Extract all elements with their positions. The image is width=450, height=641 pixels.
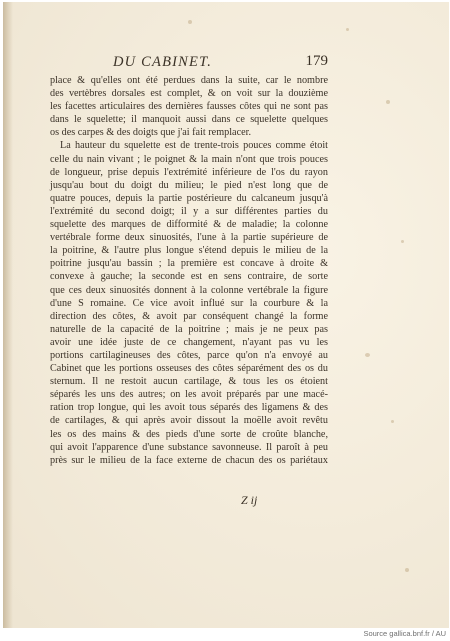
running-title: DU CABINET. xyxy=(113,54,213,70)
text-line: convexe à gauche; la seconde est en sens contraire, de sorte xyxy=(50,271,328,283)
foxing-spot xyxy=(346,28,349,31)
text-line: qui avoit l'apparence d'une substance savonneuse. Il paroît à peu xyxy=(50,441,328,453)
signature-mark: Z ij xyxy=(241,493,258,507)
text-line: jusqu'au bout du doigt du milieu; le pied n'est long que de xyxy=(50,179,328,191)
text-line: quatre pouces, depuis la partie postérieure du calcaneum jusqu'à xyxy=(50,192,328,204)
page-gutter-shadow xyxy=(3,2,13,628)
text-line: dans le squelette; il manquoit aussi dans ce squelette quelques xyxy=(50,114,328,126)
text-line: naturelle de la capacité de la poitrine ; mais je ne peux pas xyxy=(50,323,328,335)
text-line: sternum. Il ne restoit aucun cartilage, & tous les os étoient xyxy=(50,376,328,388)
text-line: place & qu'elles ont été perdues dans la suite, car le nombre xyxy=(50,75,328,86)
text-line: de longueur, prise depuis l'extrémité inférieure de l'os du rayon xyxy=(50,166,328,178)
text-line: la poitrine, & l'autre plus longue s'étend depuis le milieu de la xyxy=(50,245,328,257)
foxing-spot xyxy=(391,420,394,423)
text-line: vertébrale forme deux sinuosités, l'une à la partie supérieure de xyxy=(50,232,328,244)
text-line: de cartilages, & qui après avoir dissout la moëlle avoit revêtu xyxy=(50,415,328,427)
body-text xyxy=(50,74,328,467)
foxing-spot xyxy=(188,20,192,24)
text-line: les os des mains & des pieds d'une sorte de croûte blanche, xyxy=(50,428,328,440)
text-line: l'extrémité du second doigt; il y a sur différentes parties du xyxy=(50,205,328,217)
text-line: Cabinet que les portions osseuses des côtes séparément des os du xyxy=(50,363,328,375)
book-page xyxy=(3,2,449,628)
text-line: que ces deux sinuosités donnent à la colonne vertébrale la figure xyxy=(50,284,328,296)
source-credit: Source gallica.bnf.fr / AU xyxy=(363,629,446,638)
foxing-spot xyxy=(365,353,370,357)
page-number: 179 xyxy=(305,53,328,69)
page-header xyxy=(113,54,328,74)
text-line: séparés les uns des autres; on les avoit préparés par une macé- xyxy=(50,389,328,401)
text-line: les facettes articulaires des dernières fausses côtes qui ne sont pas xyxy=(50,101,328,113)
text-line: ration trop longue, qui les avoit tous séparés des ligamens & des xyxy=(50,402,328,414)
text-line: près sur le milieu de la face externe de chacun des os pariétaux xyxy=(50,454,328,466)
foxing-spot xyxy=(405,568,409,572)
text-line: direction des côtes, & avoit par conséquent changé la forme xyxy=(50,310,328,322)
text-line: portions cartilagineuses des côtes, parce qu'on n'a envoyé au xyxy=(50,349,328,361)
text-line: avoir une idée juste de ce changement, n'ayant pas vu les xyxy=(50,336,328,348)
text-line: d'une S romaine. Ce vice avoit influé sur la courbure & la xyxy=(50,297,328,309)
text-line: os des carpes & des doigts que j'ai fait remplacer. xyxy=(50,127,251,139)
text-line: La hauteur du squelette est de trente-trois pouces comme étoit xyxy=(60,140,328,152)
text-line: poitrine jusqu'au bassin ; la première est concave à droite & xyxy=(50,258,328,270)
foxing-spot xyxy=(386,100,390,104)
text-line: squelette des marques de difformité & de maladie; la colonne xyxy=(50,219,328,231)
foxing-spot xyxy=(401,240,404,243)
text-line: celle du nain vivant ; le poignet & la main n'ont que trois pouces xyxy=(50,153,328,165)
text-line: des vertèbres dorsales est complet, & on voit sur la douzième xyxy=(50,88,328,100)
